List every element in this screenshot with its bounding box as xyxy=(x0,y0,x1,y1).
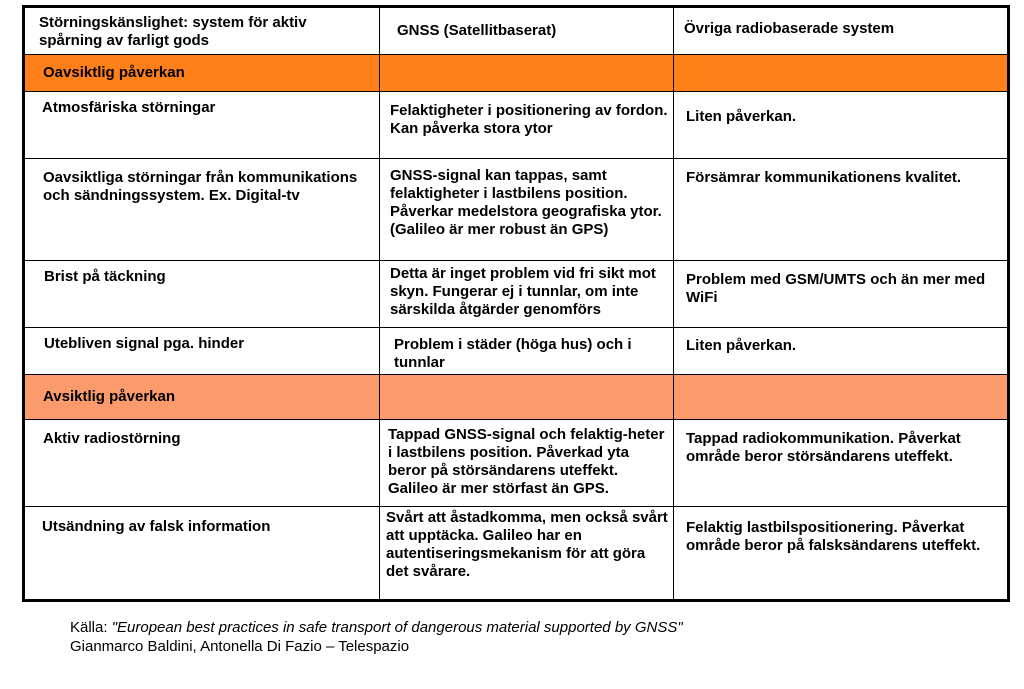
table-row: Utsändning av falsk information Svårt att åstadkomma, men också svårt att upptäcka. Galileo har en autentiseringsmekanism för att göra det svårare. Felaktig lastbilspositionering. Påverkat område beror på falsksändarens uteffekt. xyxy=(24,507,1009,601)
header-threat: Störningskänslighet: system för aktiv spårning av farligt gods xyxy=(24,7,380,55)
header-other: Övriga radiobaserade system xyxy=(674,7,1009,55)
source-citation xyxy=(70,618,683,637)
table-row: Atmosfäriska störningar Felaktigheter i positionering av fordon. Kan påverka stora ytor Liten påverkan. xyxy=(24,92,1009,159)
source-footer xyxy=(70,618,683,656)
section-label-unintentional: Oavsiktlig påverkan xyxy=(24,55,380,92)
table-row: Aktiv radiostörning Tappad GNSS-signal och felaktig-heter i lastbilens position. Påverkad yta beror på störsändarens uteffekt. Galileo är mer störfast än GPS. Tappad radiokommunikation. Påverkat område beror störsändarens uteffekt. xyxy=(24,420,1009,507)
table-row: Brist på täckning Detta är inget problem vid fri sikt mot skyn. Fungerar ej i tunnlar, om inte särskilda åtgärder genomförs Problem med GSM/UMTS och än mer med WiFi xyxy=(24,261,1009,328)
table-row: Oavsiktliga störningar från kommunikations och sändningssystem. Ex. Digital-tv GNSS-signal kan tappas, samt felaktigheter i lastbilens position. Påverkar medelstora geografiska ytor. (Galileo är mer robust än GPS) Försämrar kommunikationens kvalitet. xyxy=(24,159,1009,261)
table-row: Utebliven signal pga. hinder Problem i städer (höga hus) och i tunnlar Liten påverkan. xyxy=(24,328,1009,375)
header-row xyxy=(24,7,1009,55)
section-row-intentional xyxy=(24,375,1009,420)
source-label: Källa: xyxy=(70,619,112,636)
source-title: "European best practices in safe transport of dangerous material supported by GNSS" xyxy=(111,619,683,636)
header-gnss: GNSS (Satellitbaserat) xyxy=(380,7,674,55)
interference-table xyxy=(22,5,1010,602)
section-row-unintentional xyxy=(24,55,1009,92)
section-label-intentional: Avsiktlig påverkan xyxy=(24,375,380,420)
source-authors: Gianmarco Baldini, Antonella Di Fazio – Telespazio xyxy=(70,638,410,655)
